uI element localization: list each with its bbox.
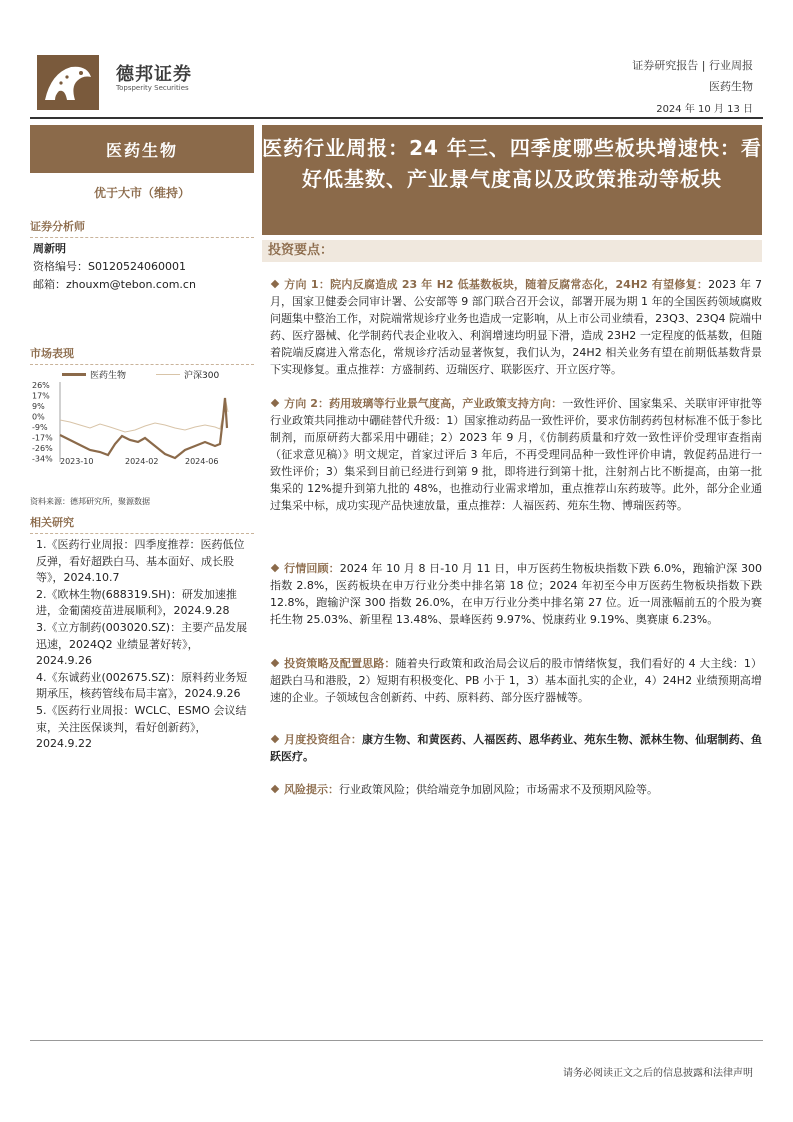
header-divider [30,117,763,119]
y-tick-label: -26% [32,444,53,453]
y-tick-label: 9% [32,402,45,411]
diamond-bullet-icon [271,399,279,407]
diamond-bullet-icon [271,785,279,793]
footer-divider [30,1040,763,1041]
y-tick-label: 26% [32,381,50,390]
related-research-list [36,537,250,753]
x-tick-label: 2023-10 [60,457,94,466]
y-tick-label: -34% [32,454,53,464]
report-industry: 医药生物 [709,80,753,93]
legend-label-index: 沪深300 [184,371,220,381]
diamond-bullet-icon [271,564,279,572]
sector-banner: 医药生物 [30,125,254,173]
footer-disclaimer: 请务必阅读正文之后的信息披露和法律声明 [563,1068,753,1079]
report-date: 2024 年 10 月 13 日 [656,104,753,115]
report-title: 医药行业周报：24 年三、四季度哪些板块增速快：看好低基数、产业景气度高以及政策推动等板块 [262,125,762,235]
point-direction-1: 方向 1：院内反腐造成 23 年 H2 低基数板块，随着反腐常态化，24H2 有望修复：2023 年 7 月，国家卫健委会同审计署、公安部等 9 部门联合召开会议，部署开展为期 1 年的全国医药领域腐败问题集中整治工作，对院端常规诊疗业务也造成一定影响，从上市公司业绩看，23Q3、23Q4 院端中药、医疗器械、化学制药代表企业收入、利润增速均明显下滑，造成 23H2 一定程度的低基数，但随着院端反腐进入常态化，常规诊疗活动显著恢复，我们认为，24H2 相关业务有望在前期低基数背景下实现修复。重点推荐：方盛制药、迈瑞医疗、联影医疗、开立医疗等。 [270,278,762,376]
chart-source: 资料来源：德邦研究所，聚源数据 [30,497,150,506]
related-item[interactable]: 3.《立方制药(003020.SZ)：主要产品发展迅速，2024Q2 业绩显著好转》，2024.9.26 [36,620,248,668]
company-logo [37,55,99,110]
legend-label-sector: 医药生物 [90,371,127,381]
series-line-index [60,402,228,432]
analyst-license: 资格编号：S0120524060001 [33,260,186,273]
diamond-bullet-icon [271,735,279,743]
company-name-en: Topsperity Securities [116,84,189,92]
related-item[interactable]: 1.《医药行业周报：四季度推荐：医药低位反弹，看好超跌白马、基本面好、成长股等》，2024.10.7 [36,538,245,585]
analyst-email[interactable]: 邮箱：zhouxm@tebon.com.cn [33,278,196,291]
point-market-review: 行情回顾：2024 年 10 月 8 日-10 月 11 日，申万医药生物板块指数下跌 6.0%，跑输沪深 300 指数 2.8%，医药板块在申万行业分类中排名第 18 位；2024 年初至今申万医药生物板块指数下跌 12.8%，跑输沪深 300 指数 26.0%，在申万行业分类中排名第 27 位。近一周涨幅前五的个股为赛托生物 25.03%、新里程 13.48%、景峰医药 9.97%、悦康药业 9.19%、奥赛康 6.23%。 [270,562,763,626]
diamond-bullet-icon [271,280,279,288]
y-tick-label: 17% [32,391,50,401]
related-item[interactable]: 2.《欧林生物(688319.SH)：研发加速推进，金葡菌疫苗进展顺利》，2024.9.28 [36,587,237,618]
point-risk: 风险提示：行业政策风险；供给端竞争加剧风险；市场需求不及预期风险等。 [270,781,762,798]
market-performance-chart [30,380,254,470]
related-item[interactable]: 5.《医药行业周报：WCLC、ESMO 会议结束，关注医保谈判，看好创新药》，2024.9.22 [36,703,247,751]
point-strategy: 投资策略及配置思路：随着央行政策和政治局会议后的股市情绪恢复，我们看好的 4 大主线：1）超跌白马和港股，2）短期有积极变化、PB 小于 1，3）基本面扎实的企业，4）24H2 业绩预期高增速的企业。子领域包含创新药、中药、原料药、部分医疗器械等。 [270,657,762,704]
y-tick-label: -9% [32,423,48,432]
x-tick-label: 2024-06 [185,457,219,466]
series-line-sector [60,398,227,458]
key-points-heading: 投资要点： [262,240,762,262]
analyst-name: 周新明 [33,242,66,255]
y-tick-label: -17% [32,433,53,443]
y-tick-label: 0% [32,412,45,422]
report-type: 证券研究报告 | 行业周报 [632,59,753,72]
point-direction-2: 方向 2：药用玻璃等行业景气度高，产业政策支持方向：一致性评价、国家集采、关联审评审批等行业政策共同推动中硼硅替代升级：1）国家推动药品一致性评价，要求仿制药药包材标准不低于参比制剂，而原研药大都采用中硼硅；2）2023 年 9 月，《仿制药质量和疗效一致性评价受理审查指南（征求意见稿）》明文规定，首家过评后 3 年后，不再受理同品种一致性评价申请，敦促药品进行一致性评价；3）集采到目前已经进行到第 9 批，即将进行到第十批，注射剂占比不断提高，由第一批集采的 12%提升到第九批的 48%，也推动行业需求增加，重点推荐山东药玻等。此外，部分企业通过集采中标，成功实现产品快速放量，重点推荐：人福医药、苑东生物、博瑞医药等。 [270,397,763,512]
diamond-bullet-icon [271,659,279,667]
market-heading: 市场表现 [30,345,254,365]
x-tick-label: 2024-02 [125,457,159,466]
rating-label: 优于大市（维持） [93,186,190,200]
analyst-heading: 证券分析师 [30,218,254,238]
related-item[interactable]: 4.《东诚药业(002675.SZ)：原料药业务短期承压，核药管线布局丰富》，2024.9.26 [36,670,248,701]
related-heading: 相关研究 [30,514,254,534]
point-portfolio: 月度投资组合：康方生物、和黄医药、人福医药、恩华药业、苑东生物、派林生物、仙琚制药、鱼跃医疗。 [270,733,763,763]
company-name-cn: 德邦证券 [116,64,192,85]
